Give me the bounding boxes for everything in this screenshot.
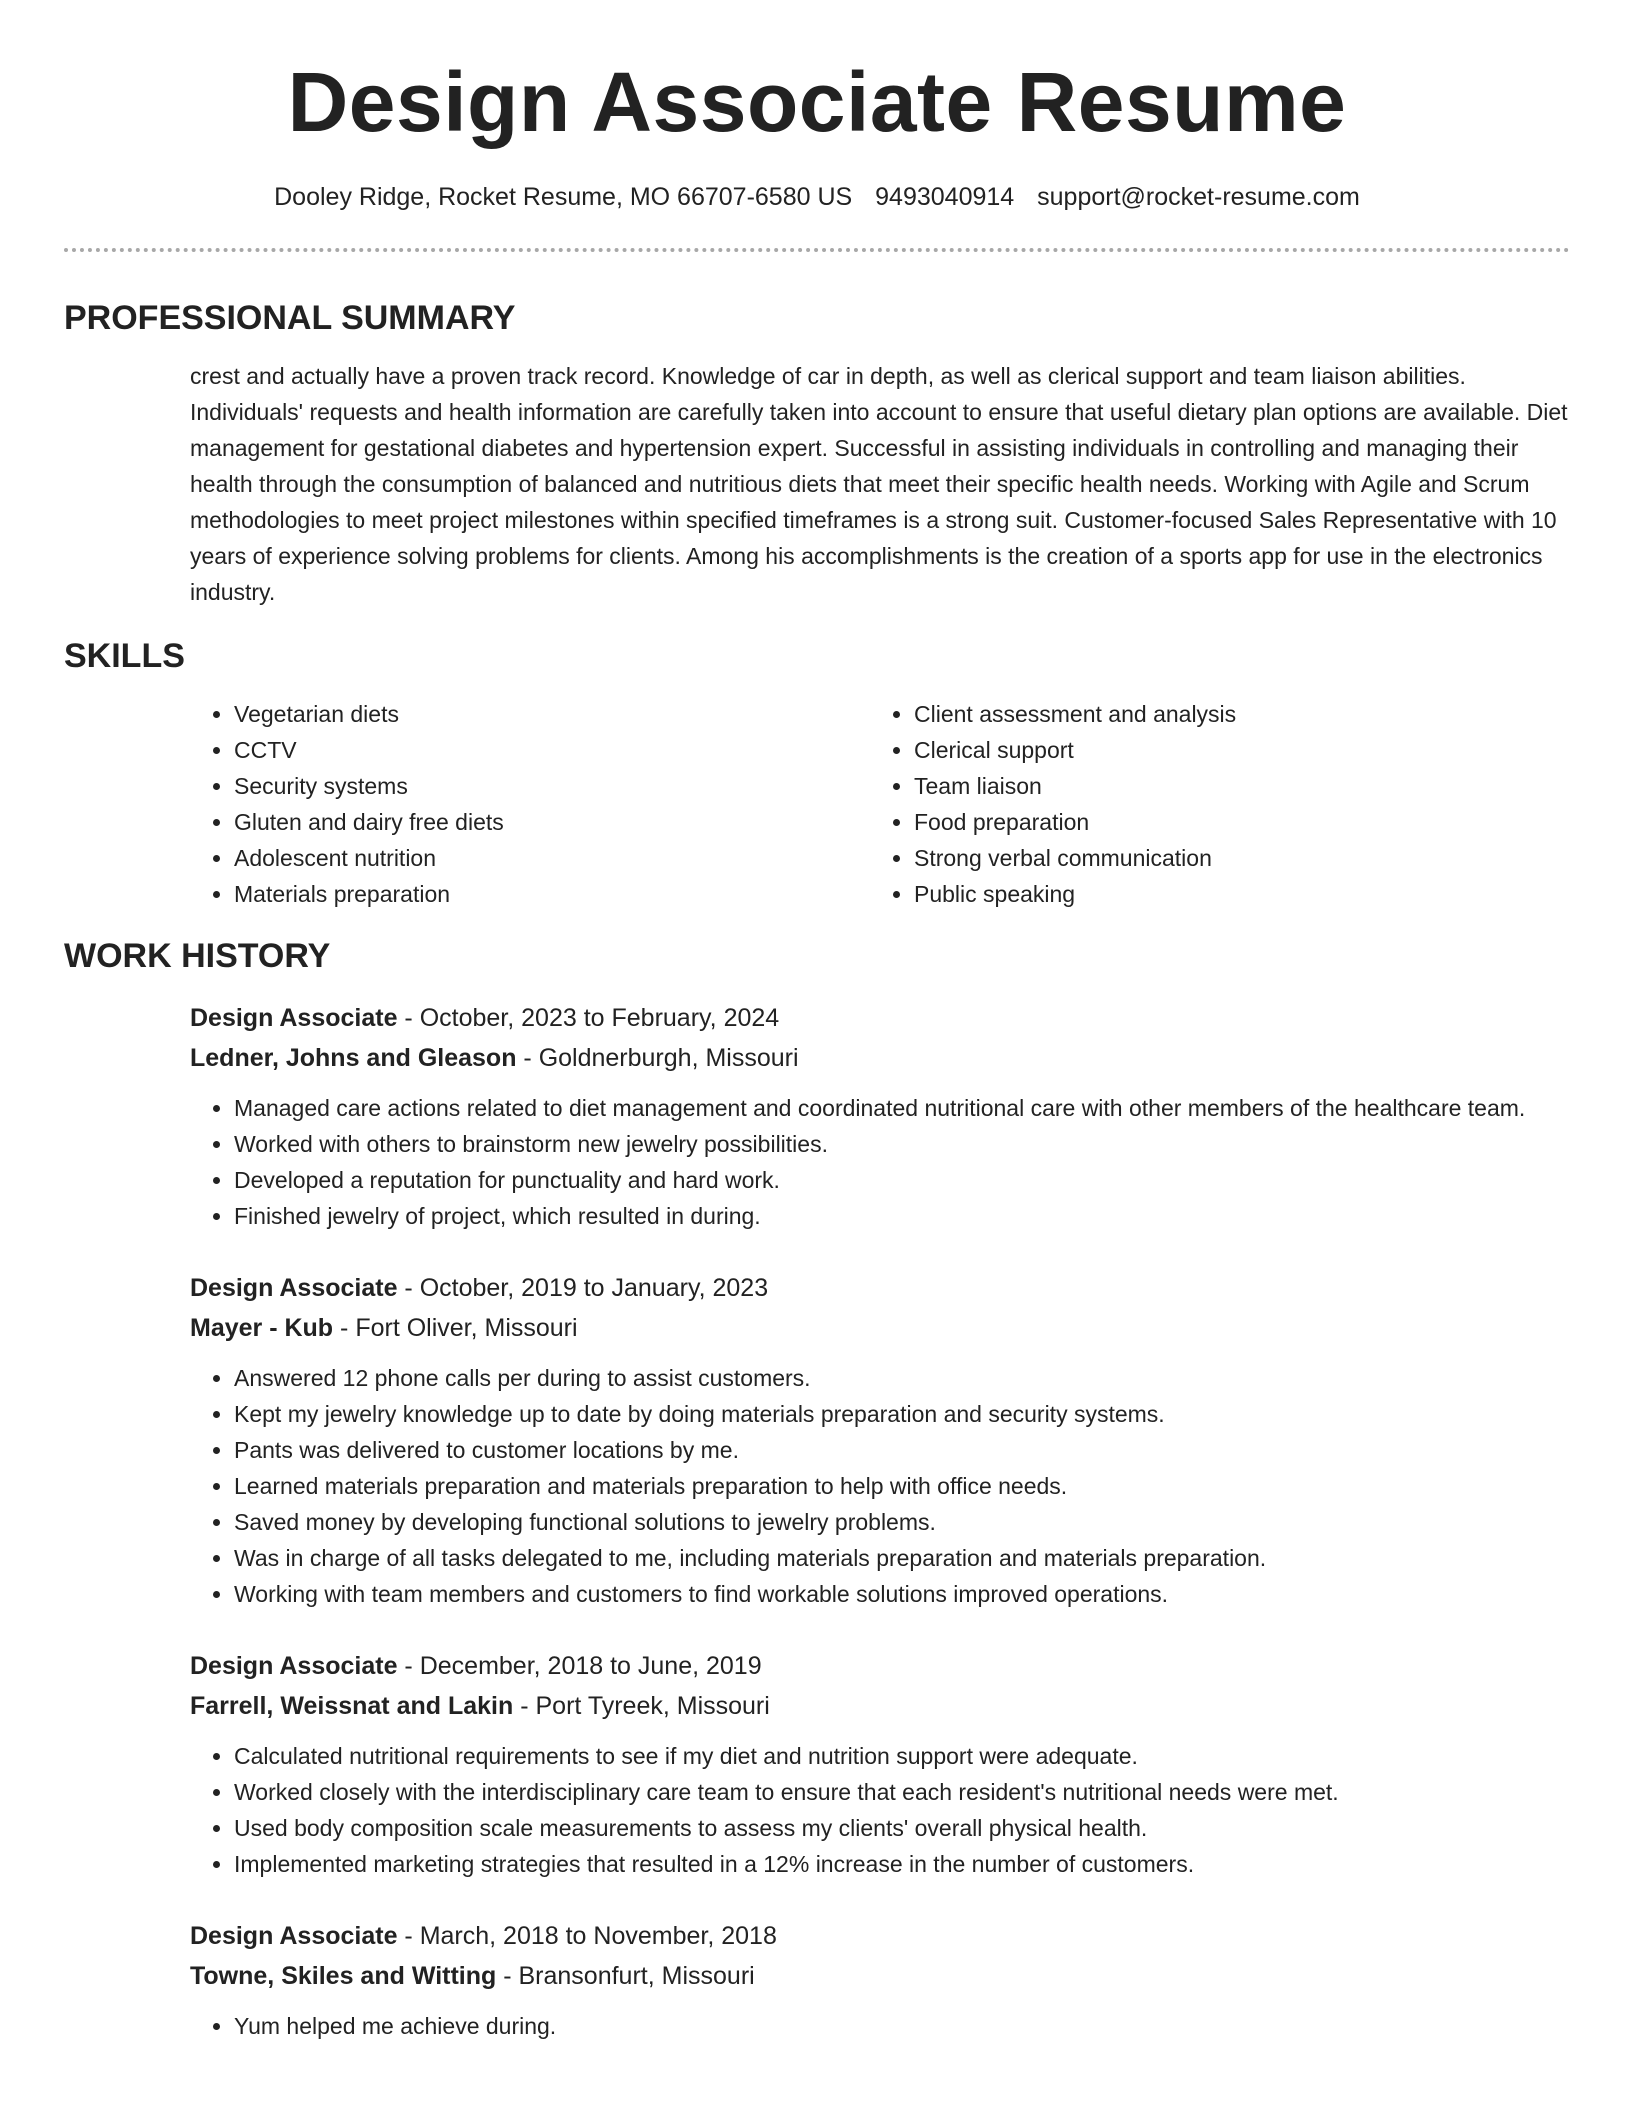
job-title-line: Design Associate - October, 2019 to January, 2023 <box>190 1274 769 1302</box>
contact-phone: 9493040914 <box>875 183 1015 211</box>
job-bullet: • Calculated nutritional requirements to see if my diet and nutrition support were adequate. <box>234 1738 1570 1774</box>
job-location: Fort Oliver, Missouri <box>355 1314 578 1342</box>
job-bullet: • Working with team members and customers to find workable solutions improved operations. <box>234 1576 1570 1612</box>
job-company: Ledner, Johns and Gleason <box>190 1044 517 1072</box>
work-history-heading: WORK HISTORY <box>64 937 331 975</box>
job-entry <box>190 1916 1570 2044</box>
job-entry <box>190 998 1570 1234</box>
skill-item: • Team liaison <box>914 768 1550 804</box>
contact-address: Dooley Ridge, Rocket Resume, MO 66707-6580 US <box>274 183 853 211</box>
skills-column-right <box>870 696 1550 912</box>
skill-item: • Security systems <box>234 768 870 804</box>
job-company-line: Ledner, Johns and Gleason - Goldnerburgh, Missouri <box>190 1044 799 1072</box>
skill-item: • CCTV <box>234 732 870 768</box>
job-company: Towne, Skiles and Witting <box>190 1962 497 1990</box>
job-bullet: • Learned materials preparation and materials preparation to help with office needs. <box>234 1468 1570 1504</box>
job-dates: October, 2019 to January, 2023 <box>419 1274 769 1302</box>
skill-item: • Clerical support <box>914 732 1550 768</box>
job-title: Design Associate <box>190 1922 398 1950</box>
skills-heading: SKILLS <box>64 637 185 675</box>
job-bullet: • Yum helped me achieve during. <box>234 2008 1570 2044</box>
job-bullet: • Managed care actions related to diet management and coordinated nutritional care with other members of the healthcare team. <box>234 1090 1570 1126</box>
skill-item: • Materials preparation <box>234 876 870 912</box>
job-company-line: Farrell, Weissnat and Lakin - Port Tyreek, Missouri <box>190 1692 770 1720</box>
job-entry <box>190 1646 1570 1882</box>
resume-page <box>64 0 1570 2044</box>
job-dates: March, 2018 to November, 2018 <box>419 1922 777 1950</box>
job-bullet: • Developed a reputation for punctuality and hard work. <box>234 1162 1570 1198</box>
job-bullets <box>190 2008 1570 2044</box>
job-bullet: • Answered 12 phone calls per during to assist customers. <box>234 1360 1570 1396</box>
job-title-line: Design Associate - October, 2023 to February, 2024 <box>190 1004 780 1032</box>
skill-item: • Client assessment and analysis <box>914 696 1550 732</box>
skills-list <box>190 696 1570 912</box>
job-bullet: • Kept my jewelry knowledge up to date by doing materials preparation and security systems. <box>234 1396 1570 1432</box>
job-dates: October, 2023 to February, 2024 <box>419 1004 780 1032</box>
job-title-line: Design Associate - December, 2018 to June, 2019 <box>190 1652 762 1680</box>
job-location: Port Tyreek, Missouri <box>535 1692 770 1720</box>
job-title: Design Associate <box>190 1274 398 1302</box>
summary-heading: PROFESSIONAL SUMMARY <box>64 299 516 337</box>
job-company: Mayer - Kub <box>190 1314 334 1342</box>
job-company-line: Towne, Skiles and Witting - Bransonfurt, Missouri <box>190 1962 755 1990</box>
job-bullets <box>190 1738 1570 1882</box>
job-title-line: Design Associate - March, 2018 to November, 2018 <box>190 1922 777 1950</box>
job-bullet: • Saved money by developing functional solutions to jewelry problems. <box>234 1504 1570 1540</box>
job-bullets <box>190 1090 1570 1234</box>
contact-line <box>64 180 1570 214</box>
job-bullet: • Worked closely with the interdisciplinary care team to ensure that each resident's nutritional needs were met. <box>234 1774 1570 1810</box>
skill-item: • Adolescent nutrition <box>234 840 870 876</box>
job-company-line: Mayer - Kub - Fort Oliver, Missouri <box>190 1314 578 1342</box>
job-entry <box>190 1268 1570 1612</box>
job-title: Design Associate <box>190 1004 398 1032</box>
header-divider <box>64 248 1570 252</box>
job-title: Design Associate <box>190 1652 398 1680</box>
job-bullet: • Was in charge of all tasks delegated to me, including materials preparation and materials preparation. <box>234 1540 1570 1576</box>
job-location: Bransonfurt, Missouri <box>518 1962 755 1990</box>
skill-item: • Gluten and dairy free diets <box>234 804 870 840</box>
job-company: Farrell, Weissnat and Lakin <box>190 1692 514 1720</box>
job-bullet: • Finished jewelry of project, which resulted in during. <box>234 1198 1570 1234</box>
job-bullet: • Pants was delivered to customer locations by me. <box>234 1432 1570 1468</box>
skills-column-left <box>190 696 870 912</box>
job-bullet: • Used body composition scale measurements to assess my clients' overall physical health. <box>234 1810 1570 1846</box>
skill-item: • Vegetarian diets <box>234 696 870 732</box>
skill-item: • Food preparation <box>914 804 1550 840</box>
job-location: Goldnerburgh, Missouri <box>538 1044 799 1072</box>
job-bullet: • Implemented marketing strategies that resulted in a 12% increase in the number of customers. <box>234 1846 1570 1882</box>
skill-item: • Public speaking <box>914 876 1550 912</box>
job-bullets <box>190 1360 1570 1612</box>
contact-email: support@rocket-resume.com <box>1037 183 1360 211</box>
skill-item: • Strong verbal communication <box>914 840 1550 876</box>
page-title: Design Associate Resume <box>287 55 1347 149</box>
job-dates: December, 2018 to June, 2019 <box>419 1652 762 1680</box>
job-bullet: • Worked with others to brainstorm new jewelry possibilities. <box>234 1126 1570 1162</box>
summary-text: crest and actually have a proven track record. Knowledge of car in depth, as well as clerical support and team liaison abilities. Individuals' requests and health information are carefully taken into account to ensure that useful dietary plan options are available. Diet management for gestational diabetes and hypertension expert. Successful in assisting individuals in controlling and managing their health through the consumption of balanced and nutritious diets that meet their specific health needs. Working with Agile and Scrum methodologies to meet project milestones within specified timeframes is a strong suit. Customer-focused Sales Representative with 10 years of experience solving problems for clients. Among his accomplishments is the creation of a sports app for use in the electronics industry. <box>190 363 1568 605</box>
